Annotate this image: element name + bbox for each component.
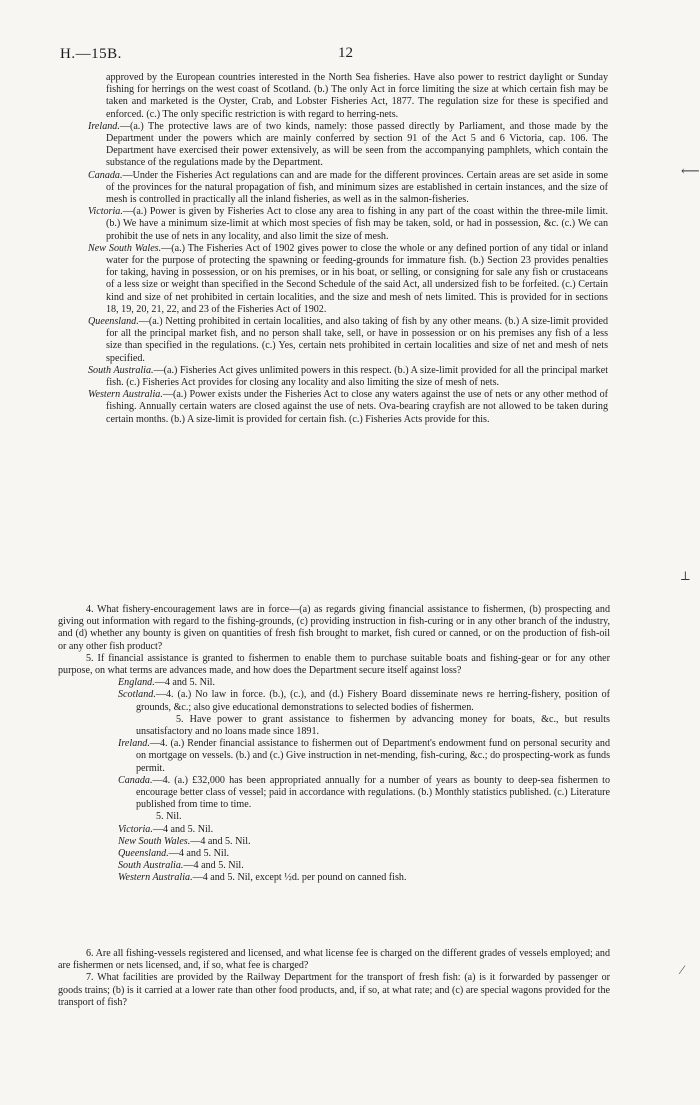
margin-mark: ⟵ [681,163,700,178]
answer-canada: Canada.—4. (a.) £32,000 has been appropriated annually for a number of years as bounty to deep-sea fishermen to encourage better class of vessel; paid in accordance with regulations. (b.) Monthly statistics published. (c.) Literature published from time to time. [118,774,610,811]
document-reference: H.—15B. [60,46,122,62]
answers-block-q3 [88,72,608,426]
paragraph: approved by the European countries interested in the North Sea fisheries. Have also power to restrict daylight or Sunday fishing for herrings on the west coast of Scotland. (b.) The only Act in force limiting the size at which certain fish may be taken and marketed is the Oyster, Crab, and Lobster Fisheries Act, 1877. The regulation size for these is specified and enforced. (c.) The only specific restriction is with regard to herring-nets. [106,72,608,120]
paragraph: South Australia.—(a.) Fisheries Act gives unlimited powers in this respect. (b.) A size-limit provided for all the principal market fish. (c.) Fisheries Act provides for closing any locality and also limiting the size of mesh of nets. [88,364,608,389]
answer-queensland: Queensland.—4 and 5. Nil. [118,848,230,860]
questions-4-5 [58,604,610,885]
paragraph: Queensland.—(a.) Netting prohibited in certain localities, and also taking of fish by any other means. (b.) A size-limit provided for all the principal market fish, and no person shall take, sell, or have in possession or on his premises any fish of a less size than specified in the regulations. (c.) Yes, certain nets prohibited in certain localities and size of net and mesh of nets specified. [88,316,608,364]
question-7: 7. What facilities are provided by the Railway Department for the transport of fresh fish: (a) is it forwarded by passenger or goods trains; (b) is it carried at a lower rate than other food products, and, if so, at what rate; and (c) are special wagons provided for the transport of fish? [58,972,610,1008]
paragraph: Victoria.—(a.) Power is given by Fisheries Act to close any area to fishing in any part of the coast within the three-mile limit. (b.) We have a minimum size-limit at which most species of fish may be taken, sold, or had in possession, &c. (c.) We can prohibit the use of nets in any locality, and also limit the size of mesh. [88,206,608,242]
answer-nsw: New South Wales.—4 and 5. Nil. [118,835,251,847]
margin-mark: ⟂ [681,568,690,583]
answer-england: England.—4 and 5. Nil. [118,677,216,689]
paragraph: Canada.—Under the Fisheries Act regulations can and are made for the different provinces. Certain areas are set aside in some of the provinces for the natural propagation of fish, and minimum sizes are established in certain instances, and the size of mesh is controlled in practically all the inland fisheries, as well as in the salmon-fisheries. [88,169,608,206]
paragraph: Ireland.—(a.) The protective laws are of two kinds, namely: those passed directly by Parliament, and those made by the Department under the powers which are mainly conferred by section 91 of the Act 5 and 6 Victoria, cap. 106. The Department have exercised their power extensively, as will be seen from the accompanying pamphlets, which contain the substance of the regulations made by the Department. [88,120,608,169]
paragraph: New South Wales.—(a.) The Fisheries Act of 1902 gives power to close the whole or any defined portion of any tidal or inland water for the purpose of protecting the spawning or feeding-grounds for immature fish. (b.) Section 23 provides penalties for taking, having in possession, or on his premises, or in his boat, or selling, or consigning for sale any fish or crustaceans of a less size or weight than specified in the Second Schedule of the said Act, all undersized fish to be forfeited. (c.) Certain kind and size of net prohibited in certain localities, and the size and mesh of nets limited. This is provided for in sections 18, 19, 20, 21, 22, and 23 of the Fisheries Act of 1902. [88,242,608,315]
answers-q4-q5 [118,677,610,884]
answer-south-australia: South Australia.—4 and 5. Nil. [118,860,244,872]
margin-mark: ⁄ [681,962,684,977]
answer-ireland: Ireland.—4. (a.) Render financial assistance to fishermen out of Department's endowment fund on personal security and on mortgage on vessels. (b.) and (c.) Give instruction in net-mending, fish-curing, &c.; do prospecting-work as funds permit. [118,738,610,774]
question-4: 4. What fishery-encouragement laws are in force—(a) as regards giving financial assistance to fishermen, (b) prospecting and giving out information with regard to the fishing-grounds, (c) providing instruction in fish-curing or in any other branch of the industry, and (d) whether any bounty is given on quantities of fresh fish brought to market, fish cured or canned, or on the production of fish-oil or any other fish product? [58,604,610,652]
answer-canada-5: 5. Nil. [156,811,182,823]
paragraph: Western Australia.—(a.) Power exists under the Fisheries Act to close any waters against the use of nets or any other method of fishing. Annually certain waters are closed against the use of nets. Ova-bearing crayfish are not allowed to be taken during certain months. (b.) A size-limit is provided for certain fish. (c.) Fisheries Acts provide for this. [88,389,608,425]
answer-scotland-5: 5. Have power to grant assistance to fishermen by advancing money for boats, &c., but results unsatisfactory and no loans made since 1891. [136,713,610,738]
question-5: 5. If financial assistance is granted to fishermen to enable them to purchase suitable boats and fishing-gear or for any other purpose, on what terms are advances made, and how does the Department secure itself against loss? [58,652,610,677]
answer-victoria: Victoria.—4 and 5. Nil. [118,823,214,835]
questions-6-7 [58,948,610,1009]
answer-western-australia: Western Australia.—4 and 5. Nil, except ½d. per pound on canned fish. [118,872,407,884]
page-number: 12 [338,45,353,61]
question-6: 6. Are all fishing-vessels registered and licensed, and what license fee is charged on the different grades of vessels employed; and are fishermen or nets licensed, and, if so, what fee is charged? [58,948,610,972]
answer-scotland: Scotland.—4. (a.) No law in force. (b.), (c.), and (d.) Fishery Board disseminate news re herring-fishery, position of grounds, &c.; also give educational demonstrations to selected bodies of fishermen. [118,689,610,713]
